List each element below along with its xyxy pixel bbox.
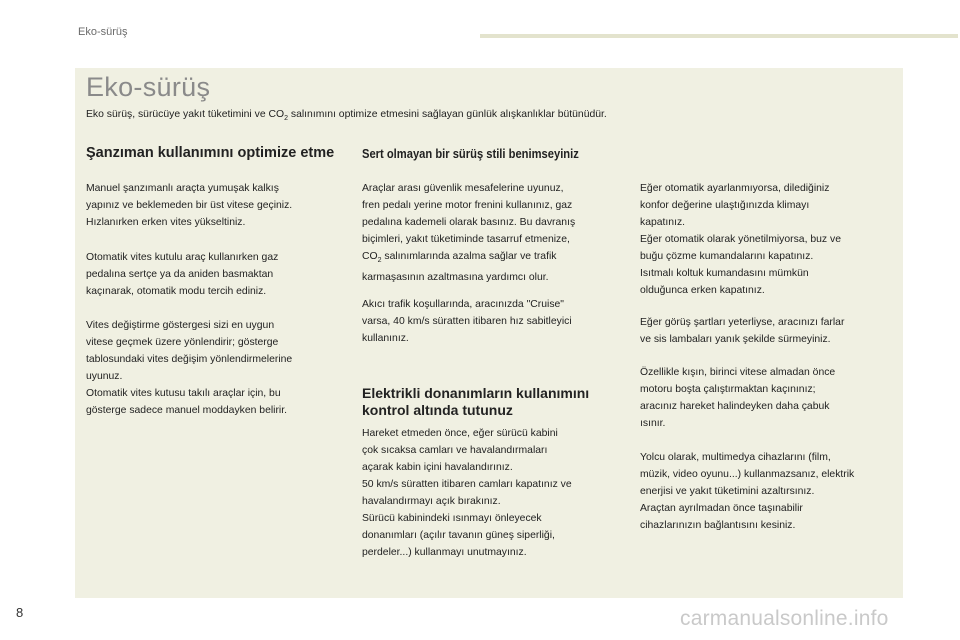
text-line: Vites değiştirme göstergesi sizi en uygun [86, 320, 275, 331]
text-line: Isıtmalı koltuk kumandasını mümkün [640, 268, 809, 279]
text-line: ısınır. [640, 418, 666, 429]
text-line: pedalına sertçe ya da aniden basmaktan [86, 269, 274, 280]
gearbox-paragraph-2 [86, 249, 278, 300]
text-line: Hareket etmeden önce, eğer sürücü kabini [362, 428, 558, 439]
text-line: havalandırmayı açık bırakınız. [362, 496, 501, 507]
text-line: Araçtan ayrılmadan önce taşınabilir [640, 503, 803, 514]
text-line: biçimleri, yakıt tüketiminde tasarruf etmenize, [362, 234, 570, 245]
gearbox-paragraph-3 [86, 317, 292, 419]
text-line: varsa, 40 km/s süratten itibaren hız sabitleyici [362, 316, 572, 327]
header-rule [480, 34, 958, 38]
text-line: tablosundaki vites değişim yönlendirmelerine [86, 354, 293, 365]
text-line: Otomatik vites kutulu araç kullanırken gaz [86, 252, 279, 263]
text-line: buğu çözme kumandalarını kapatınız. [640, 251, 814, 262]
section-title-electrical: Elektrikli donanımların kullanımını kontrol altında tutunuz [362, 385, 590, 418]
text-line: Akıcı trafik koşullarında, aracınızda "Cruise" [362, 299, 564, 310]
text-line: açarak kabin içini havalandırınız. [362, 462, 513, 473]
text-line: perdeler...) kullanmayı unutmayınız. [362, 547, 527, 558]
right-paragraph-2 [640, 314, 844, 348]
text-line: Özellikle kışın, birinci vitese almadan önce [640, 367, 836, 378]
text-fragment: salınımlarında azalma sağlar ve trafik [381, 251, 557, 262]
text-line: karmaşasının azaltmasına yardımcı olur. [362, 272, 549, 284]
section-title-gearbox: Şanzıman kullanımını optimize etme [86, 145, 335, 161]
intro-co2-subscript: 2 [284, 115, 288, 123]
text-line: yapınız ve beklemeden bir üst vitese geçiniz. [86, 200, 293, 211]
text-line: 50 km/s süratten itibaren camları kapatınız ve [362, 479, 572, 490]
smooth-paragraph-2 [362, 296, 572, 347]
text-line: Eğer görüş şartları yeterliyse, aracınızı farlar [640, 317, 845, 328]
text-line: cihazlarınızın bağlantısını kesiniz. [640, 520, 796, 531]
text-line: ve sis lambaları yanık şekilde sürmeyiniz. [640, 334, 831, 345]
text-line: Eğer otomatik olarak yönetilmiyorsa, buz ve [640, 234, 841, 245]
intro-text-end: salınımını optimize etmesini sağlayan günlük alışkanlıklar bütünüdür. [287, 109, 607, 120]
co2-text: CO [362, 251, 378, 262]
text-line: fren pedalı yerine motor frenini kullanınız, gaz [362, 200, 573, 211]
text-line: Araçlar arası güvenlik mesafelerine uyunuz, [362, 183, 564, 194]
text-line: kapatınız. [640, 217, 686, 228]
electrical-paragraph-1 [362, 425, 572, 561]
text-line: enerjisi ve yakıt tüketimini azaltırsınız. [640, 486, 815, 497]
text-line: Manuel şanzımanlı araçta yumuşak kalkış [86, 183, 279, 194]
watermark: carmanualsonline.info [680, 607, 889, 630]
intro-text-start: Eko sürüş, sürücüye yakıt tüketimini ve CO [86, 109, 285, 120]
text-line: çok sıcaksa camları ve havalandırmaları [362, 445, 548, 456]
text-line: müzik, video oyunu...) kullanmazsanız, elektrik [640, 469, 855, 480]
text-line: Eğer otomatik ayarlanmıyorsa, dilediğiniz [640, 183, 830, 194]
text-line: kullanınız. [362, 333, 409, 344]
text-line: Yolcu olarak, multimedya cihazlarını (film, [640, 452, 831, 463]
smooth-paragraph-1 [362, 180, 575, 286]
text-line: Sürücü kabinindeki ısınmayı önleyecek [362, 513, 542, 524]
text-line: kaçınarak, otomatik modu tercih ediniz. [86, 286, 267, 297]
right-paragraph-1 [640, 180, 841, 299]
text-line: pedalına kademeli olarak basınız. Bu davranış [362, 217, 576, 228]
header-section-title: Eko-sürüş [78, 26, 128, 38]
section-title-smooth-driving: Sert olmayan bir sürüş stili benimseyiniz [362, 146, 579, 161]
text-line [362, 248, 575, 269]
text-line: Otomatik vites kutusu takılı araçlar için, bu [86, 388, 281, 399]
co2-subscript: 2 [377, 257, 382, 265]
text-line: motoru boşta çalıştırmaktan kaçınınız; [640, 384, 816, 395]
gearbox-paragraph-1 [86, 180, 292, 231]
intro-text [86, 108, 896, 126]
text-line: uyunuz. [86, 371, 123, 382]
text-line: gösterge sadece manuel moddayken belirir. [86, 405, 288, 416]
page-title: Eko-sürüş [86, 72, 211, 102]
text-line: Hızlanırken erken vites yükseltiniz. [86, 217, 246, 228]
right-paragraph-4 [640, 449, 854, 534]
text-line: konfor değerine ulaştığınızda klimayı [640, 200, 810, 211]
text-line: vitese geçmek üzere yönlendirir; gösterge [86, 337, 279, 348]
text-line: aracınız hareket halindeyken daha çabuk [640, 401, 830, 412]
text-line: olduğunca erken kapatınız. [640, 285, 765, 296]
right-paragraph-3 [640, 364, 835, 432]
page-number: 8 [16, 605, 24, 620]
text-line: donanımları (açılır tavanın güneş siperliği, [362, 530, 555, 541]
